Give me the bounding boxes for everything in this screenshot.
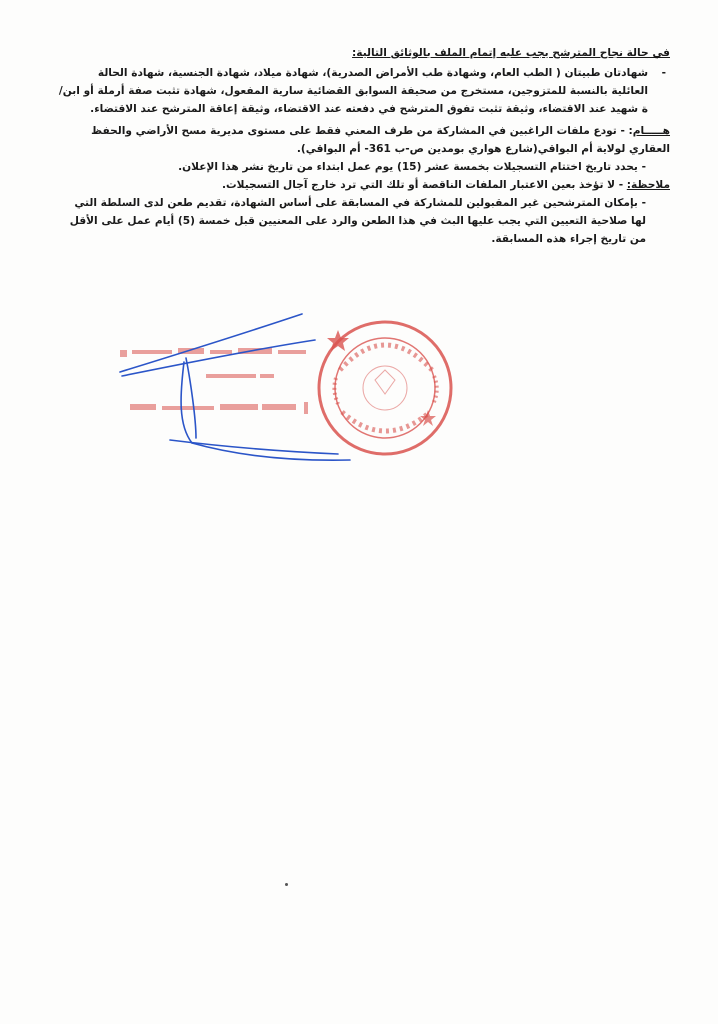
note-label: ملاحظة: <box>626 179 670 191</box>
appeal-paragraph: - بإمكان المترشحين غير المقبولين للمشاركة في المسابقة على أساس الشهادة، تقديم طعن لدى السلطة التي لها صلاحية التعيين التي يجب عليها البث في هذا الطعن والرد على المعنيين قبل خمسة (5) أيام عمل على الأقل من تاريخ إجراء هذه المسابقة. <box>69 197 646 245</box>
section-heading: في حالة نجاح المترشح يجب عليه إتمام الملف بالوثائق التالية: <box>352 47 670 59</box>
list-dash: - <box>661 67 666 79</box>
required-documents-text: شهادتان طبيتان ( الطب العام، وشهادة طب الأمراض الصدرية)، شهادة ميلاد، شهادة الجنسية، شهادة الحالة العائلية بالنسبة للمتزوجين، مستخرج من صحيفة السوابق القضائية سارية المفعول، شهادة تثبت صفة أرملة أو ابن/ة شهيد عند الاقتضاء، وثيقة تثبت تفوق المترشح في دفعته عند الاقتضاء، وثيقة إعاقة المترشح عند الاقتضاء. <box>58 67 648 115</box>
stamp-and-signature <box>110 300 460 470</box>
round-seal-icon <box>319 322 451 454</box>
page-speck <box>285 883 288 886</box>
required-documents-paragraph <box>58 64 670 118</box>
note-paragraph <box>58 176 670 194</box>
note-text: - لا تؤخذ بعين الاعتبار الملفات الناقصة أو تلك التي ترد خارج آجال التسجيلات. <box>221 179 627 191</box>
important-text: : - تودع ملفات الراغبين في المشاركة من طرف المعني فقط على مستوى مديرية مسح الأراضي والحفظ العقاري لولاية أم البواقي(شارع هواري بومدين ص-ب 361- أم البواقي). <box>91 125 670 155</box>
signature-icon <box>120 314 350 460</box>
document-body <box>58 44 670 248</box>
important-paragraph <box>58 122 670 158</box>
important-label: هـــــام <box>632 125 670 137</box>
deadline-paragraph: - يحدد تاريخ اختتام التسجيلات بخمسة عشر (15) يوم عمل ابتداء من تاريخ نشر هذا الإعلان. <box>178 161 646 173</box>
